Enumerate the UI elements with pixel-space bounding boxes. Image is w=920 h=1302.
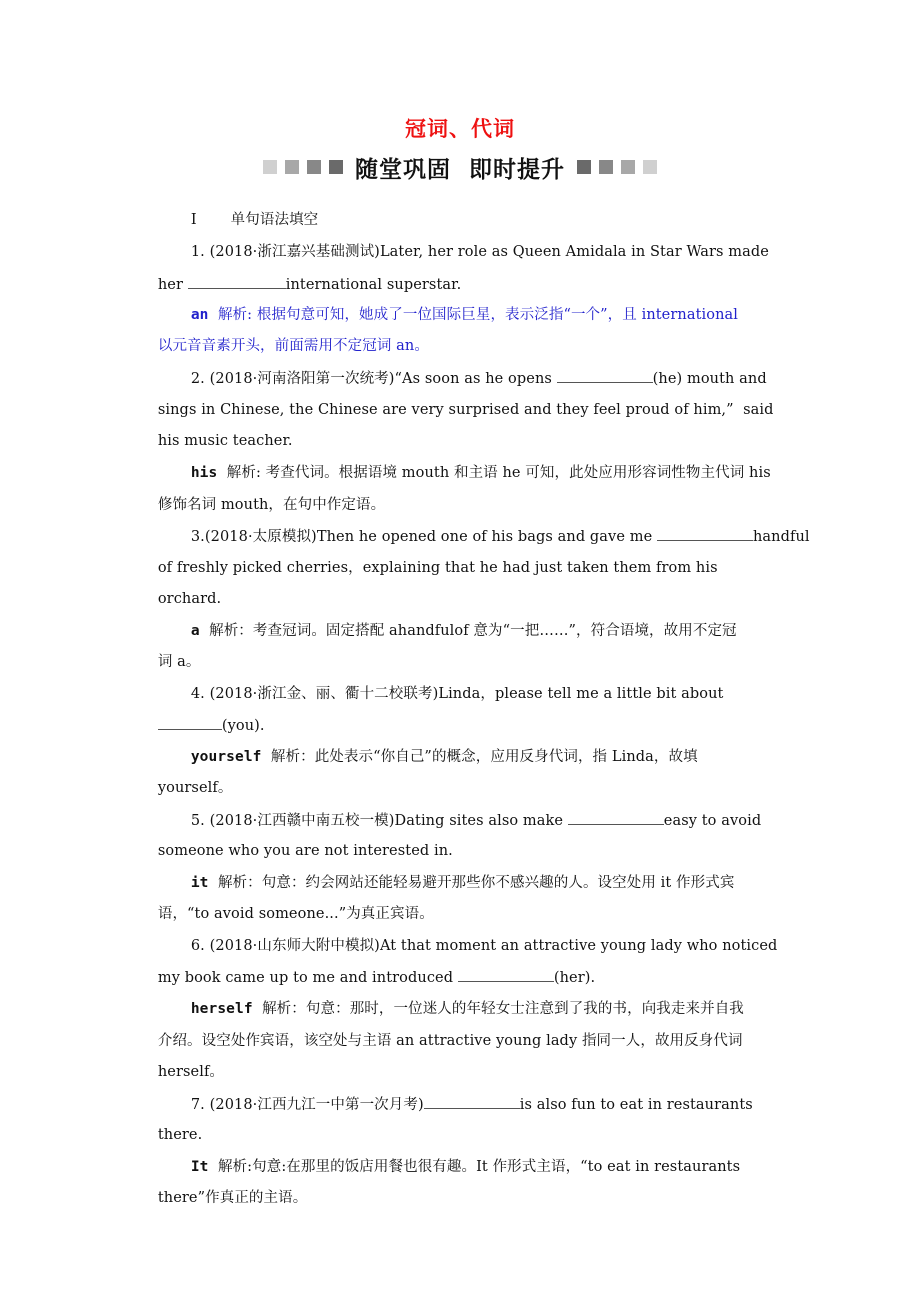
question-source: (2018·山东师大附中模拟): [209, 938, 380, 954]
answer-4-cont: yourself。: [157, 780, 233, 796]
answer-4: yourself 解析：此处表示“你自己”的概念，应用反身代词，指 Linda，故填: [190, 749, 698, 765]
question-2: 2. (2018·河南洛阳第一次统考)“As soon as he opens (he) mouth and: [172, 348, 767, 409]
question-6: 6. (2018·山东师大附中模拟)At that moment an attractive young lady who noticed: [190, 938, 778, 954]
question-7: 7. (2018·江西九江一中第一次月考) is also fun to eat in restaurants: [172, 1074, 753, 1135]
answer-2-cont: 修饰名词 mouth，在句中作定语。: [157, 497, 386, 513]
question-source: (2018·浙江金、丽、衢十二校联考): [209, 686, 439, 702]
banner-square-icon: [263, 160, 277, 174]
question-6-cont: my book came up to me and introduced (her).: [139, 947, 595, 1008]
question-1: 1. (2018·浙江嘉兴基础测试)Later, her role as Queen Amidala in Star Wars made: [190, 244, 769, 260]
banner-square-icon: [643, 160, 657, 174]
question-5-cont: someone who you are not interested in.: [157, 843, 453, 859]
question-source: (2018·河南洛阳第一次统考): [209, 371, 395, 387]
answer-1-cont: 以元音音素开头，前面需用不定冠词 an。: [157, 338, 429, 354]
answer-3: a 解析：考查冠词。固定搭配 ahandfulof 意为“一把……”，符合语境，故用不定冠: [190, 623, 737, 639]
question-source: (2018·浙江嘉兴基础测试): [209, 244, 380, 260]
answer-7-cont: there”作真正的主语。: [157, 1190, 308, 1206]
answer-key: his: [190, 465, 218, 481]
question-3-cont: of freshly picked cherries，explaining that he had just taken them from his: [157, 560, 718, 576]
answer-blank: [424, 1094, 520, 1109]
answer-2: his 解析: 考查代词。根据语境 mouth 和主语 he 可知，此处应用形容词性物主代词 his: [190, 465, 771, 481]
answer-6-cont: 介绍。设空处作宾语，该空处与主语 an attractive young lady 指同一人，故用反身代词: [157, 1033, 743, 1049]
banner-title: 随堂巩固 即时提升: [354, 156, 565, 183]
answer-5: it 解析：句意：约会网站还能轻易避开那些你不感兴趣的人。设空处用 it 作形式宾: [190, 875, 735, 891]
answer-7: It 解析:句意:在那里的饭店用餐也很有趣。It 作形式主语，“to eat in restaurants: [190, 1159, 741, 1175]
banner-square-icon: [621, 160, 635, 174]
answer-key: It: [190, 1159, 209, 1175]
question-3: 3.(2018·太原模拟)Then he opened one of his bags and gave me handful: [172, 506, 810, 567]
banner-square-icon: [577, 160, 591, 174]
question-4-cont: (you).: [139, 695, 265, 756]
answer-key: herself: [190, 1001, 253, 1017]
answer-6: herself 解析：句意：那时，一位迷人的年轻女士注意到了我的书，向我走来并自我: [190, 1001, 744, 1017]
answer-key: an: [190, 307, 209, 323]
answer-1: an 解析: 根据句意可知，她成了一位国际巨星，表示泛指“一个”，且 international: [190, 307, 738, 323]
question-source: (2018·太原模拟): [204, 529, 317, 545]
answer-key: yourself: [190, 749, 262, 765]
question-2-cont: his music teacher.: [157, 433, 293, 449]
banner-square-icon: [285, 160, 299, 174]
answer-key: a: [190, 623, 200, 639]
answer-3-cont: 词 a。: [157, 654, 201, 670]
page-title: 冠词、代词: [405, 117, 515, 141]
banner-square-icon: [599, 160, 613, 174]
question-5: 5. (2018·江西赣中南五校一模)Dating sites also make easy to avoid: [172, 790, 761, 851]
section-numeral: Ⅰ: [190, 212, 197, 228]
answer-5-cont: 语，“to avoid someone...”为真正宾语。: [157, 906, 434, 922]
question-2-cont: sings in Chinese, the Chinese are very surprised and they feel proud of him,” said: [157, 402, 774, 418]
section-label: 单句语法填空: [230, 212, 319, 228]
question-1-cont: her international superstar.: [139, 254, 461, 315]
question-source: (2018·江西九江一中第一次月考): [209, 1097, 424, 1113]
answer-6-cont: herself。: [157, 1064, 225, 1080]
answer-key: it: [190, 875, 209, 891]
question-4: 4. (2018·浙江金、丽、衢十二校联考)Linda，please tell me a little bit about: [190, 686, 724, 702]
question-3-cont: orchard.: [157, 591, 222, 607]
question-source: (2018·江西赣中南五校一模): [209, 813, 395, 829]
banner-square-icon: [307, 160, 321, 174]
question-7-cont: there.: [157, 1127, 203, 1143]
banner-square-icon: [329, 160, 343, 174]
answer-blank: [568, 810, 664, 825]
section-banner: [0, 150, 920, 184]
